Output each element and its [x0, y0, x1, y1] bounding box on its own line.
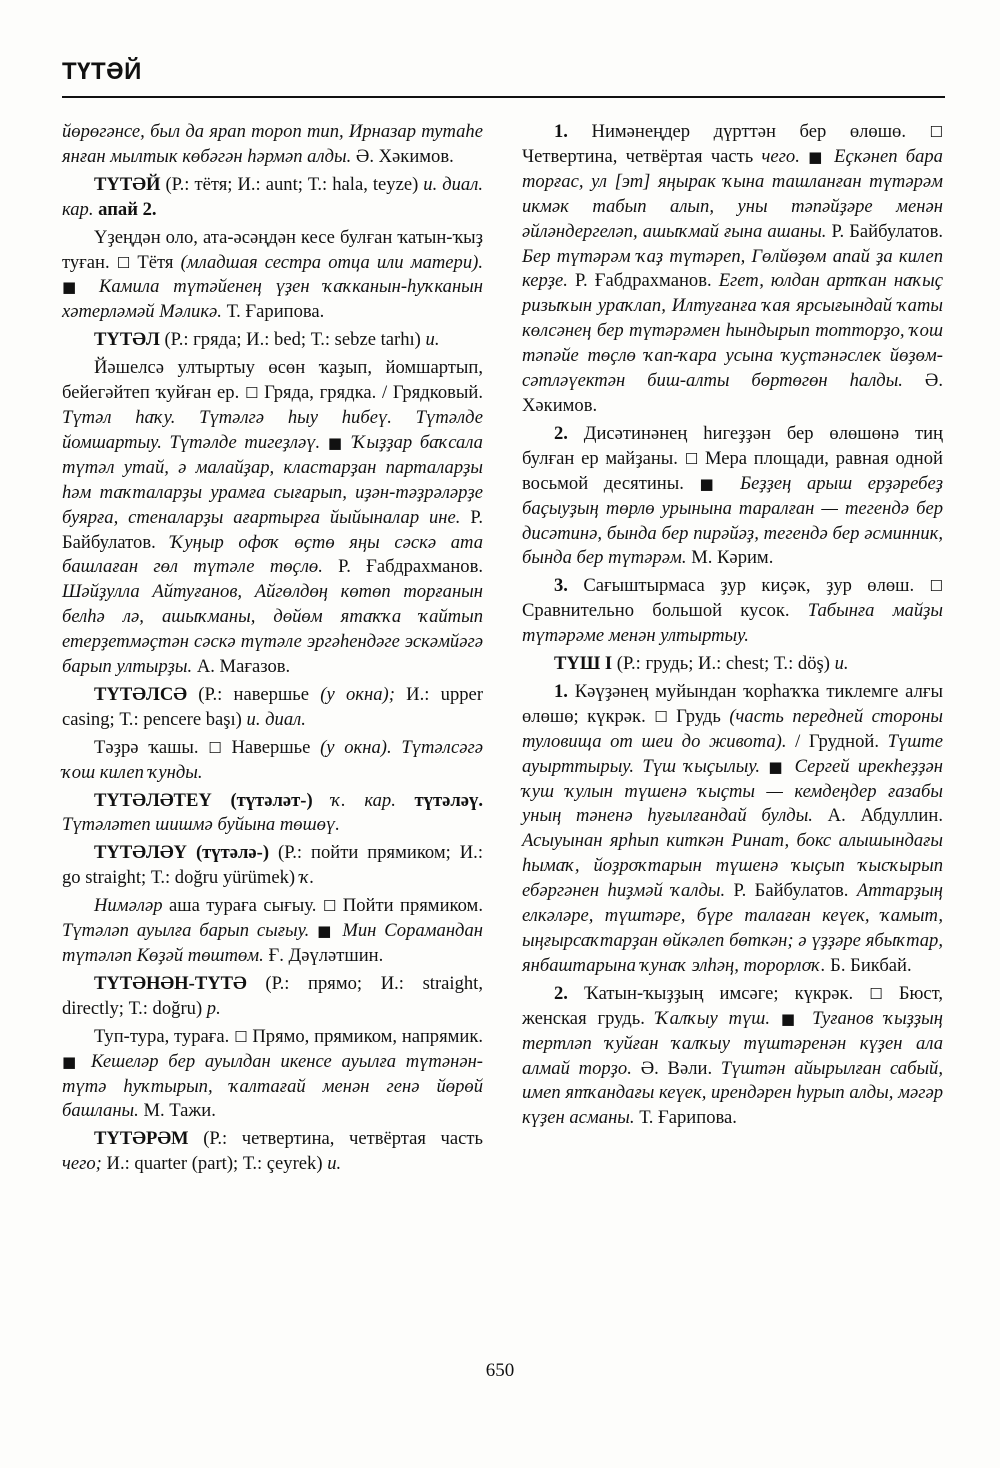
- definition: Туп-тура, тураға. ☐ Прямо, прямиком, напрямик. ■ Кешеләр бер ауылдан икенсе ауылға түтәнән-түтә һуҡтырып, ҡалтағай менән генә йөрөй башланы. М. Тажи.: [62, 1025, 484, 1122]
- entry-tush: ТҮШ I (Р.: грудь; И.: chest; Т.: döş) и.: [554, 653, 849, 675]
- entry-tutalaw: ТҮТӘЛӘҮ (түтәлә-) (Р.: пойти прямиком; И.: go straight; Т.: doğru yürümek) ҡ.: [62, 842, 483, 889]
- entry-tutanan-tuta: ТҮТӘНӘН-ТҮТӘ (Р.: прямо; И.: straight, directly; Т.: doğru) р.: [62, 972, 483, 1019]
- left-column: [62, 120, 483, 1180]
- headword: ТҮТӘЛӘТЕҮ: [94, 789, 212, 811]
- square-marker-icon: ☐: [654, 707, 668, 726]
- square-marker-icon: ☐: [929, 123, 943, 141]
- headword: ТҮТӘРӘМ: [94, 1128, 189, 1150]
- square-marker-icon: ☐: [322, 897, 337, 916]
- page-number: 650: [485, 1360, 515, 1381]
- headword: ТҮШ I: [554, 653, 613, 675]
- square-marker-icon: ☐: [208, 738, 222, 757]
- black-square-icon: ■: [317, 922, 335, 941]
- entry-continuation: йөрөгәнсе, был да ярап тороп тип, Ирназар тутаһе янған мылтык көбәгән һәрмәп алды. Ә. Хәкимов.: [62, 121, 483, 167]
- black-square-icon: ■: [327, 433, 345, 452]
- black-square-icon: ■: [808, 147, 826, 166]
- square-marker-icon: ☐: [869, 984, 883, 1003]
- definition: Йәшелсә ултыртыу өсөн ҡаҙып, йомшартып, бейегәйтеп ҡуйған ер. ☐ Гряда, грядка. / Грядковый. Түтәл һаҡу. Түтәлгә һыу һибеү. Түтәлде йомшартыу. Түтәлде тигеҙләү. ■ Ҡыҙҙар баҡсала түтәл утай, ә малайҙар, кластарҙан парталарҙы һәм таҡталарҙы урамға сығарып, иҙән-тәҙрәләрҙе буярға, стеналарҙы ағартырға йыйыналар ине. Р. Байбулатов. Ҡуңыр офоҡ өҫтө яңы сәскә ата башлаған гөл түтәле төҫлө. Р. Ғабдрахманов. Шәйҙулла Айтуғанов, Айгөлдөң көтөп торғанын белһә лә, ашыҡманы, дөйөм ятаҡҡа ҡайтып етерҙетмәҫтән сәскә түтәле эргәһендәге эскәмйәгә барып ултырҙы. А. Мағазов.: [62, 357, 484, 678]
- square-marker-icon: ☐: [234, 1027, 248, 1046]
- black-square-icon: ■: [768, 757, 787, 776]
- sense-2: 2. Ҡатын-ҡыҙҙың имсәге; күкрәк. ☐ Бюст, женская грудь. Ҡалҡыу түш. ■ Туғанов ҡыҙҙың тертләп ҡуйған ҡалҡыу түштәренән күҙен ала алмай торҙо. Ә. Вәли. Түштән айырылған сабый, имеп ятҡандағы кеүек, ирендәрен һурып алды, мәгәр күҙен асманы. Т. Ғарипова.: [522, 982, 944, 1129]
- definition: Тәҙрә ҡашы. ☐ Навершье (у окна). Түтәлсәгә ҡош килеп ҡунды.: [62, 736, 483, 783]
- square-marker-icon: ☐: [929, 577, 943, 596]
- headword: ТҮТӘНӘН-ТҮТӘ: [94, 972, 247, 994]
- headword: ТҮТӘЛСӘ: [94, 683, 187, 705]
- square-marker-icon: ☐: [116, 253, 131, 272]
- entry-tutalse: ТҮТӘЛСӘ (Р.: навершье (у окна); И.: upper casing; Т.: pencere başı) и. диал.: [62, 683, 484, 730]
- entry-tutal: ТҮТӘЛ (Р.: гряда; И.: bed; Т.: sebze tarhı) и.: [94, 329, 440, 351]
- entry-tutaram: ТҮТӘРӘМ (Р.: четвертина, четвёртая часть чего; И.: quarter (part); Т.: çeyrek) и.: [62, 1128, 483, 1175]
- sense-1: 1. Нимәнеңдер дүрттән бер өлөшө. ☐ Четвертина, четвёртая часть чего. ■ Еҫкәнеп бара торғас, ул [эт] яңырак ҡына ташланған түтәрәм икмәк табып алып, уны тәпәйҙәре менән әйләндергеләп, ашыҡмай ғына ашаны. Р. Байбулатов. Бер түтәрәм ҡаҙ түтәреп, Гөлйөҙөм апай ҙа килеп керҙе. Р. Ғабдрахманов. Егет, юлдан артҡан наҡыҫ ризыҡын ураҡлап, Илтуғанға ҡая ярсығындай ҡаты көлсәнең бер түтәрәмен һындырып тотторҙо, ҡош тәпәйе төҫлө ҡап-ҡара усына ҡуҫтәнәслек йөҙөм-сәтләүектән биш-алты бөртөгөн һалды. Ә. Хәкимов.: [522, 121, 943, 416]
- right-column: [522, 120, 943, 1134]
- sense-3: 3. Сағыштырмаса ҙур киҫәк, ҙур өлөш. ☐ Сравнительно большой кусок. Табынға майҙы түтәрәме менән ултыртыу.: [522, 575, 943, 647]
- entry-tutai: ТҮТӘЙ (Р.: тётя; И.: aunt; Т.: hala, teyze) и. диал. кар. апай 2.: [62, 173, 483, 220]
- headword: ТҮТӘЛ: [94, 329, 160, 351]
- definition: Үҙеңдән оло, ата-әсәңдән кесе булған ҡатын-ҡыҙ туған. ☐ Тётя (младшая сестра отца или матери). ■ Камила түтәйенең үҙен ҡаҡканын-һуҡканын хәтерләмәй Мәликә. Т. Ғарипова.: [62, 226, 483, 323]
- black-square-icon: ■: [62, 1052, 82, 1071]
- square-marker-icon: ☐: [244, 384, 259, 403]
- black-square-icon: ■: [699, 474, 725, 493]
- sense-2: 2. Дисәтинәнең һигеҙҙән бер өлөшөнә тиң булған ер майҙаны. ☐ Мера площади, равная одной восьмой десятины. ■ Беҙҙең арыш ерҙәребеҙ баҫыуҙың төрлө урынына таралған — тегендә бер дисәтинә, бында бер пирәйәҙ, тегендә бер әсминник, бында бер түтәрәм. М. Кәрим.: [522, 422, 943, 569]
- headword: ТҮТӘЙ: [94, 173, 161, 195]
- black-square-icon: ■: [780, 1009, 802, 1028]
- sense-1: 1. Кәүҙәнең муйындан ҡорһаҡҡа тиклемге алғы өлөшө; күкрәк. ☐ Грудь (часть передней стороны туловища от шеи до живота). / Грудной. Түште ауырттырыу. Түш ҡыҫылыу. ■ Сергей ирекһеҙҙән ҡуш ҡулын түшенә ҡыҫты — кемдеңдер ғазабы уның тәненә һуғылғандай булды. А. Абдуллин. Асыуынан ярһып киткән Ринат, бокс алышындағы һымаҡ, йоҙроҡтарын түшенә ҡыҫып ҡысҡырып ебәргәнен һиҙмәй ҡалды. Р. Байбулатов. Аттарҙың елкәләре, түштәре, бүре талаған кеүек, ҡамыт, ыңғырсаҡтарҙан өйкәлеп бөткән; ә үҙҙәре ябыҡтар, янбаштарына ҡунаҡ элһәң, торорлоҡ. Б. Бикбай.: [522, 680, 943, 976]
- square-marker-icon: ☐: [684, 449, 699, 468]
- entry-tutaletew: ТҮТӘЛӘТЕҮ (түтәләт-) ҡ. кар. түтәләү. Түтәләтеп шишмә буйына төшөү.: [62, 789, 483, 836]
- headword: ТҮТӘЛӘҮ: [94, 842, 187, 864]
- page-header: [62, 58, 945, 98]
- running-head: ТҮТӘЙ: [62, 58, 142, 85]
- black-square-icon: ■: [62, 278, 86, 297]
- definition: Нимәләр аша тураға сығыу. ☐ Пойти прямиком. Түтәләп ауылға барып сығыу. ■ Мин Сорамандан түтәләп Көҙәй төштөм. Ғ. Дәүләтшин.: [62, 895, 483, 966]
